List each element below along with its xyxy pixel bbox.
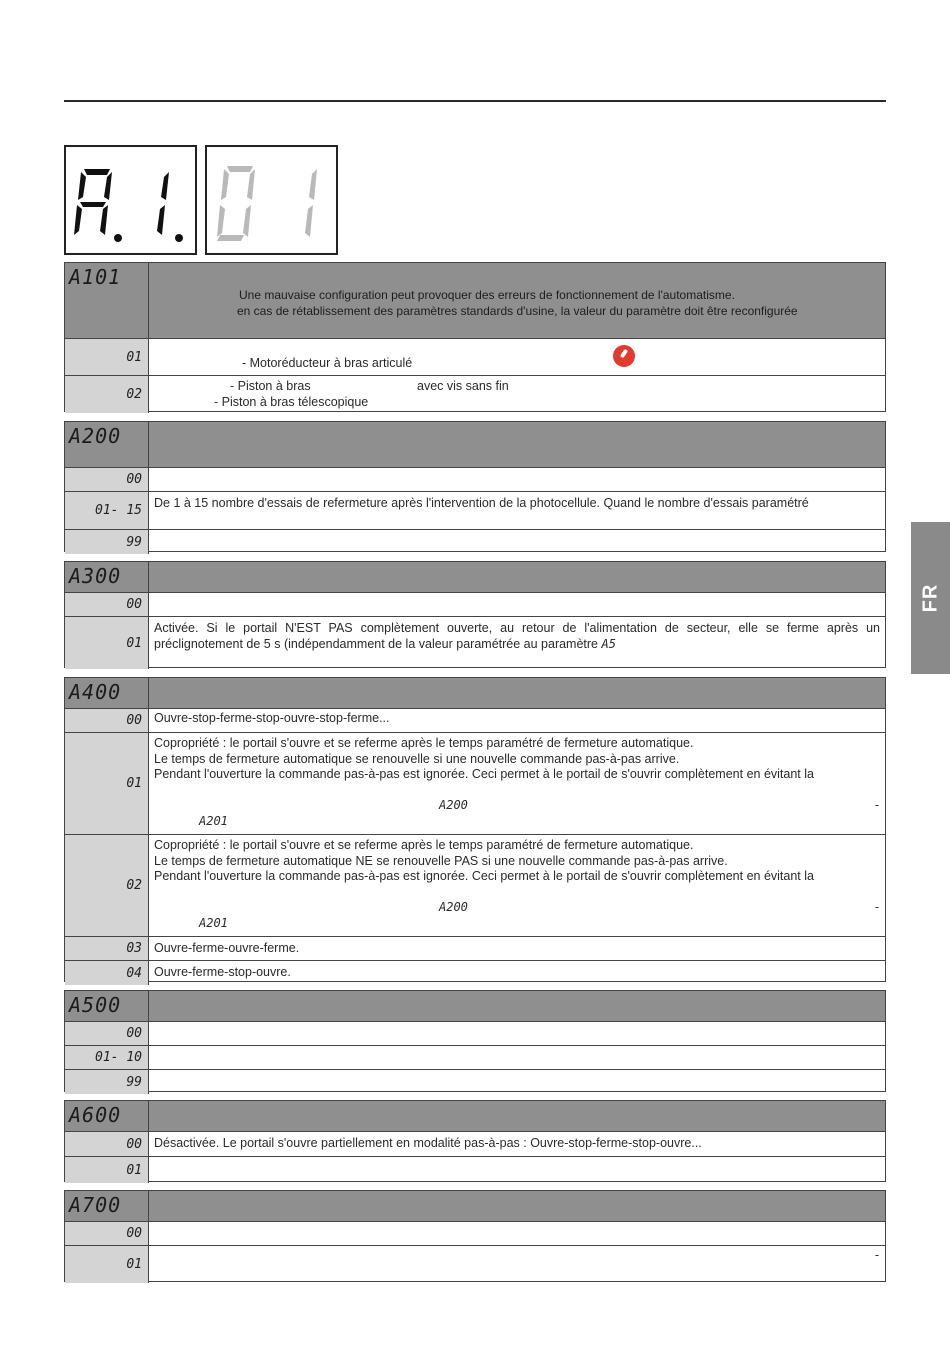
param-header	[65, 422, 885, 468]
param-description	[149, 263, 885, 338]
code-reference: A201	[199, 916, 228, 930]
table-row	[65, 1132, 885, 1157]
param-code: A200	[65, 422, 149, 467]
param-header	[65, 678, 885, 709]
param-code: A600	[65, 1101, 149, 1131]
row-text-line: - Piston à bras télescopique	[214, 395, 369, 409]
table-row	[65, 1022, 885, 1046]
row-value: 01	[65, 339, 149, 375]
param-block-a4	[64, 677, 886, 982]
row-text-body: Activée. Si le portail N'EST PAS complètement ouverte, au retour de l'alimentation de secteur, elle se ferme après un préclignotement de 5 s (indépendamment de la valeur paramétrée au paramètre	[154, 621, 880, 651]
param-description	[149, 562, 885, 592]
row-value: 00	[65, 1022, 149, 1045]
table-row	[65, 492, 885, 530]
row-text	[149, 733, 885, 834]
row-text: De 1 à 15 nombre d'essais de refermeture après l'intervention de la photocellule. Quand le nombre d'essais paramétré	[154, 496, 809, 510]
table-row	[65, 961, 885, 985]
row-value: 00	[65, 1132, 149, 1156]
row-value: 00	[65, 468, 149, 491]
row-text-line: avec vis sans fin	[417, 379, 509, 393]
row-text	[149, 1157, 885, 1183]
param-description	[149, 422, 885, 467]
row-text	[149, 530, 885, 554]
row-text-dash: -	[874, 1248, 879, 1262]
row-text-dash: -	[874, 900, 879, 914]
row-text-line: Le temps de fermeture automatique se renouvelle si une nouvelle commande pas-à-pas arrive.	[154, 751, 680, 766]
row-text	[149, 468, 885, 491]
row-text: Ouvre-ferme-ouvre-ferme.	[154, 941, 300, 955]
row-text-line: - Piston à bras	[230, 379, 311, 393]
param-description	[149, 678, 885, 708]
row-value: 02	[65, 376, 149, 413]
row-text	[149, 1022, 885, 1045]
param-header	[65, 991, 885, 1022]
table-row	[65, 937, 885, 961]
speed-gauge-icon	[613, 345, 635, 367]
param-header	[65, 1101, 885, 1132]
language-tab[interactable]	[911, 522, 950, 674]
row-value: 04	[65, 961, 149, 985]
code-reference: A5	[601, 636, 616, 651]
param-block-a2	[64, 421, 886, 552]
table-row	[65, 835, 885, 937]
row-value: 01- 15	[65, 492, 149, 529]
param-code: A400	[65, 678, 149, 708]
table-row	[65, 1222, 885, 1246]
param-block-a1	[64, 262, 886, 412]
display-parameter	[64, 145, 197, 255]
warning-line-1: Une mauvaise configuration peut provoquer des erreurs de fonctionnement de l'automatisme.	[239, 288, 735, 302]
table-row	[65, 530, 885, 554]
table-row	[65, 593, 885, 617]
row-text-line: Le temps de fermeture automatique NE se renouvelle PAS si une nouvelle commande pas-à-pas arrive.	[154, 853, 728, 868]
row-text	[149, 1046, 885, 1069]
row-value: 99	[65, 530, 149, 554]
row-text	[149, 1246, 885, 1283]
param-description	[149, 1101, 885, 1131]
row-text-line: Pendant l'ouverture la commande pas-à-pas est ignorée. Ceci permet à le portail de s'ouvrir complètement en évitant la	[154, 869, 814, 883]
param-block-a3	[64, 561, 886, 668]
table-row	[65, 733, 885, 835]
row-value: 03	[65, 937, 149, 960]
row-text-line: - Motoréducteur à bras articulé	[242, 356, 413, 370]
param-description	[149, 991, 885, 1021]
row-value: 01- 10	[65, 1046, 149, 1069]
param-description	[149, 1191, 885, 1221]
row-text	[149, 1070, 885, 1094]
display-value	[205, 145, 338, 255]
param-header	[65, 1191, 885, 1222]
row-text	[149, 593, 885, 616]
param-block-a6	[64, 1100, 886, 1182]
table-row	[65, 1157, 885, 1183]
param-block-a7	[64, 1190, 886, 1282]
row-text-dash: -	[874, 798, 879, 812]
language-tab-label: FR	[919, 583, 941, 613]
seven-segment-a1	[66, 147, 195, 253]
table-row	[65, 1246, 885, 1283]
row-text	[149, 617, 885, 669]
code-reference: A201	[199, 814, 228, 828]
top-rule	[64, 100, 886, 102]
row-value: 00	[65, 1222, 149, 1245]
table-row	[65, 709, 885, 733]
row-text: Ouvre-stop-ferme-stop-ouvre-stop-ferme...	[154, 711, 390, 725]
row-text	[149, 835, 885, 936]
row-text-line: Copropriété : le portail s'ouvre et se referme après le temps paramétré de fermeture automatique.	[154, 736, 694, 750]
table-row	[65, 1070, 885, 1094]
seven-segment-01	[207, 147, 336, 253]
param-code: A101	[65, 263, 149, 338]
param-code: A500	[65, 991, 149, 1021]
row-value: 99	[65, 1070, 149, 1094]
row-value: 00	[65, 709, 149, 732]
row-text: Désactivée. Le portail s'ouvre partiellement en modalité pas-à-pas : Ouvre-stop-ferme-stop-ouvre...	[154, 1136, 702, 1150]
warning-line-2: en cas de rétablissement des paramètres standards d'usine, la valeur du paramètre doit être reconfigurée	[237, 304, 798, 318]
row-text	[149, 339, 885, 375]
table-row	[65, 376, 885, 413]
param-code: A700	[65, 1191, 149, 1221]
row-value: 00	[65, 593, 149, 616]
row-value: 01	[65, 617, 149, 669]
row-text-line: Pendant l'ouverture la commande pas-à-pas est ignorée. Ceci permet à le portail de s'ouvrir complètement en évitant la	[154, 767, 814, 781]
row-text	[149, 1222, 885, 1245]
param-code: A300	[65, 562, 149, 592]
table-row	[65, 468, 885, 492]
row-text	[149, 376, 885, 413]
row-text-line: Copropriété : le portail s'ouvre et se referme après le temps paramétré de fermeture automatique.	[154, 838, 694, 852]
table-row	[65, 1046, 885, 1070]
code-reference: A200	[439, 798, 468, 812]
row-text: Ouvre-ferme-stop-ouvre.	[154, 965, 291, 979]
param-header	[65, 562, 885, 593]
row-value: 01	[65, 733, 149, 834]
code-reference: A200	[439, 900, 468, 914]
table-row	[65, 617, 885, 669]
table-row	[65, 339, 885, 376]
param-header	[65, 263, 885, 339]
row-value: 01	[65, 1157, 149, 1183]
row-value: 01	[65, 1246, 149, 1283]
row-value: 02	[65, 835, 149, 936]
param-block-a5	[64, 990, 886, 1092]
